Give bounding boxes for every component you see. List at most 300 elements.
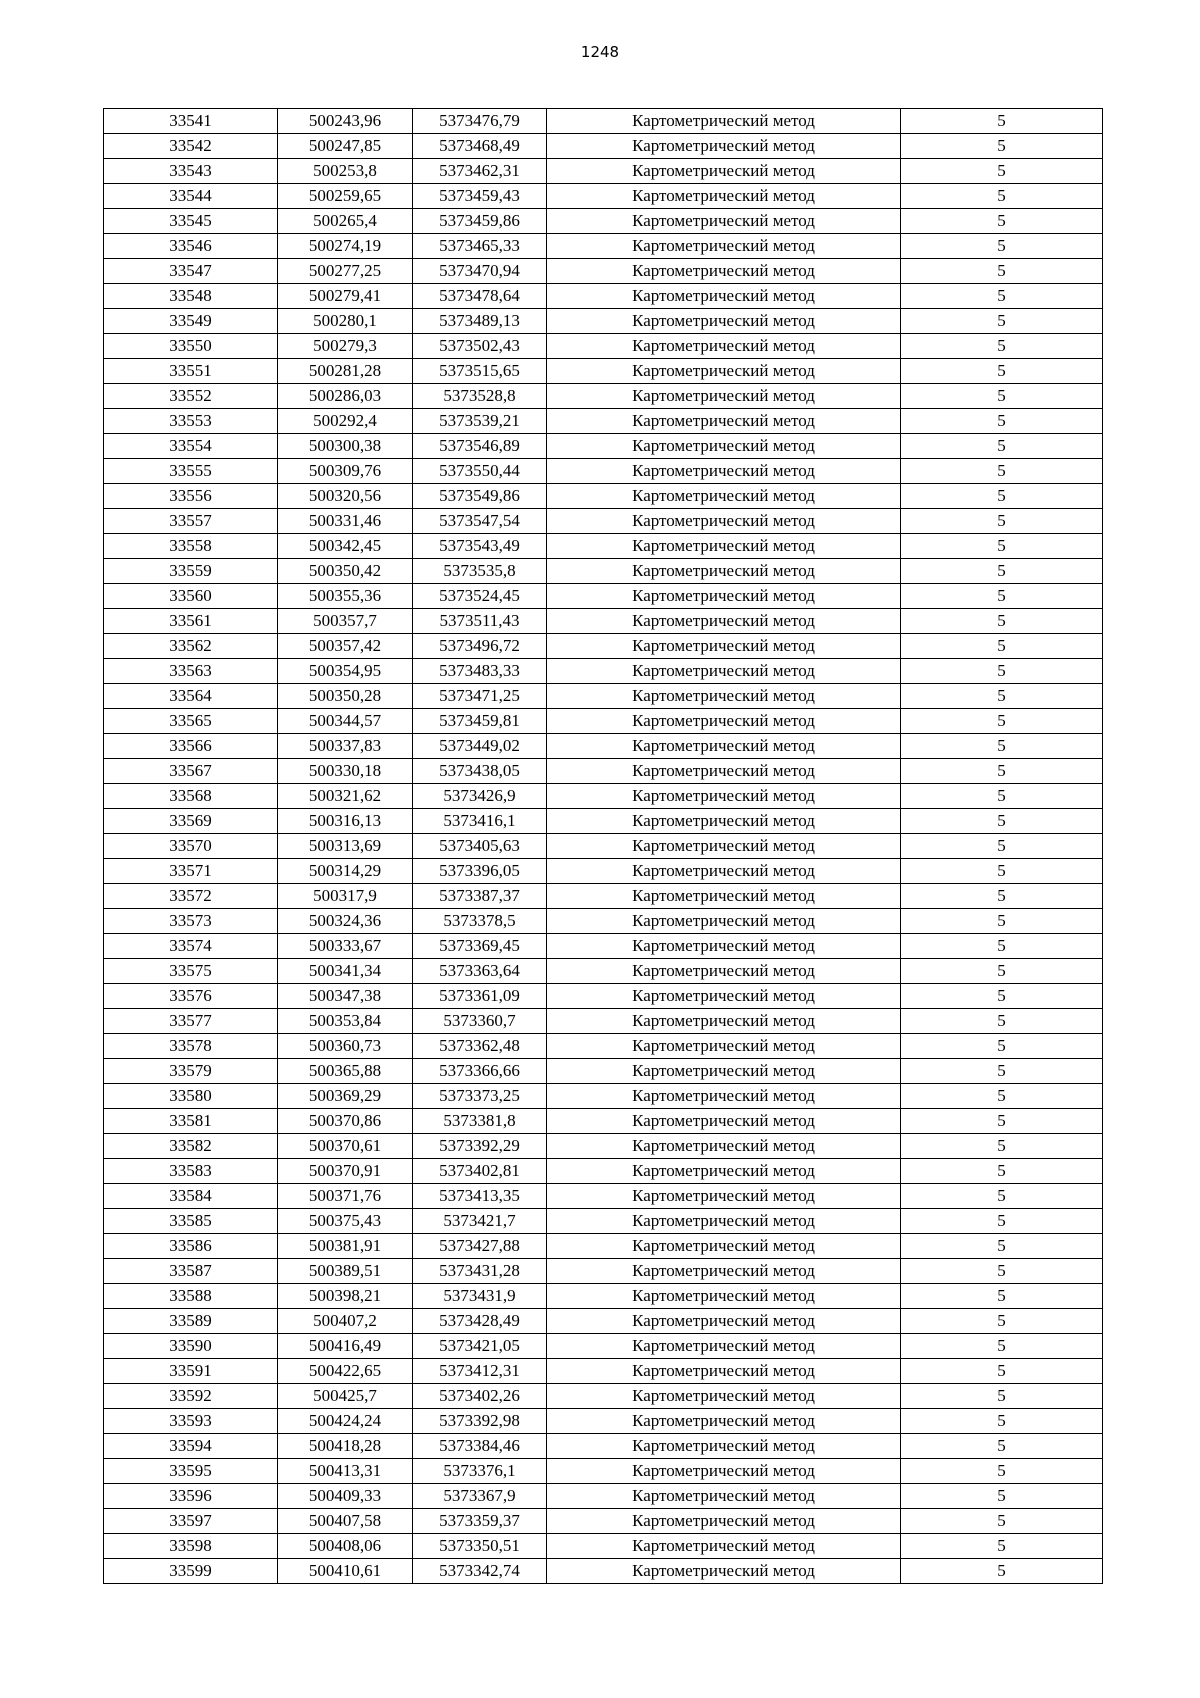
- y-coordinate-cell: 5373359,37: [413, 1509, 547, 1534]
- x-coordinate-cell: 500333,67: [278, 934, 413, 959]
- x-coordinate-cell: 500265,4: [278, 209, 413, 234]
- x-coordinate-cell: 500370,91: [278, 1159, 413, 1184]
- x-coordinate-cell: 500286,03: [278, 384, 413, 409]
- accuracy-cell: 5: [901, 1134, 1103, 1159]
- x-coordinate-cell: 500357,42: [278, 634, 413, 659]
- point-number-cell: 33560: [104, 584, 278, 609]
- point-number-cell: 33543: [104, 159, 278, 184]
- y-coordinate-cell: 5373392,98: [413, 1409, 547, 1434]
- method-cell: Картометрический метод: [547, 909, 901, 934]
- y-coordinate-cell: 5373350,51: [413, 1534, 547, 1559]
- y-coordinate-cell: 5373402,26: [413, 1384, 547, 1409]
- accuracy-cell: 5: [901, 709, 1103, 734]
- accuracy-cell: 5: [901, 1234, 1103, 1259]
- y-coordinate-cell: 5373367,9: [413, 1484, 547, 1509]
- point-number-cell: 33581: [104, 1109, 278, 1134]
- table-row: [104, 1484, 1103, 1509]
- accuracy-cell: 5: [901, 784, 1103, 809]
- method-cell: Картометрический метод: [547, 1234, 901, 1259]
- method-cell: Картометрический метод: [547, 1109, 901, 1134]
- accuracy-cell: 5: [901, 459, 1103, 484]
- x-coordinate-cell: 500320,56: [278, 484, 413, 509]
- point-number-cell: 33549: [104, 309, 278, 334]
- y-coordinate-cell: 5373427,88: [413, 1234, 547, 1259]
- accuracy-cell: 5: [901, 134, 1103, 159]
- y-coordinate-cell: 5373384,46: [413, 1434, 547, 1459]
- method-cell: Картометрический метод: [547, 1409, 901, 1434]
- table-row: [104, 459, 1103, 484]
- accuracy-cell: 5: [901, 909, 1103, 934]
- x-coordinate-cell: 500342,45: [278, 534, 413, 559]
- x-coordinate-cell: 500274,19: [278, 234, 413, 259]
- method-cell: Картометрический метод: [547, 1509, 901, 1534]
- y-coordinate-cell: 5373471,25: [413, 684, 547, 709]
- method-cell: Картометрический метод: [547, 634, 901, 659]
- coordinates-table-body: [104, 109, 1103, 1584]
- accuracy-cell: 5: [901, 534, 1103, 559]
- method-cell: Картометрический метод: [547, 884, 901, 909]
- y-coordinate-cell: 5373476,79: [413, 109, 547, 134]
- y-coordinate-cell: 5373470,94: [413, 259, 547, 284]
- table-row: [104, 1459, 1103, 1484]
- point-number-cell: 33564: [104, 684, 278, 709]
- accuracy-cell: 5: [901, 1009, 1103, 1034]
- point-number-cell: 33586: [104, 1234, 278, 1259]
- point-number-cell: 33588: [104, 1284, 278, 1309]
- accuracy-cell: 5: [901, 334, 1103, 359]
- method-cell: Картометрический метод: [547, 1209, 901, 1234]
- accuracy-cell: 5: [901, 359, 1103, 384]
- method-cell: Картометрический метод: [547, 359, 901, 384]
- accuracy-cell: 5: [901, 659, 1103, 684]
- table-row: [104, 1209, 1103, 1234]
- table-row: [104, 934, 1103, 959]
- point-number-cell: 33547: [104, 259, 278, 284]
- method-cell: Картометрический метод: [547, 409, 901, 434]
- method-cell: Картометрический метод: [547, 534, 901, 559]
- x-coordinate-cell: 500413,31: [278, 1459, 413, 1484]
- y-coordinate-cell: 5373468,49: [413, 134, 547, 159]
- point-number-cell: 33590: [104, 1334, 278, 1359]
- accuracy-cell: 5: [901, 1384, 1103, 1409]
- x-coordinate-cell: 500313,69: [278, 834, 413, 859]
- x-coordinate-cell: 500425,7: [278, 1384, 413, 1409]
- x-coordinate-cell: 500309,76: [278, 459, 413, 484]
- x-coordinate-cell: 500350,42: [278, 559, 413, 584]
- method-cell: Картометрический метод: [547, 1359, 901, 1384]
- point-number-cell: 33591: [104, 1359, 278, 1384]
- x-coordinate-cell: 500369,29: [278, 1084, 413, 1109]
- point-number-cell: 33557: [104, 509, 278, 534]
- method-cell: Картометрический метод: [547, 859, 901, 884]
- method-cell: Картометрический метод: [547, 1434, 901, 1459]
- accuracy-cell: 5: [901, 584, 1103, 609]
- y-coordinate-cell: 5373369,45: [413, 934, 547, 959]
- y-coordinate-cell: 5373381,8: [413, 1109, 547, 1134]
- method-cell: Картометрический метод: [547, 1084, 901, 1109]
- accuracy-cell: 5: [901, 559, 1103, 584]
- point-number-cell: 33554: [104, 434, 278, 459]
- accuracy-cell: 5: [901, 609, 1103, 634]
- method-cell: Картометрический метод: [547, 834, 901, 859]
- table-row: [104, 1259, 1103, 1284]
- method-cell: Картометрический метод: [547, 559, 901, 584]
- x-coordinate-cell: 500357,7: [278, 609, 413, 634]
- method-cell: Картометрический метод: [547, 1284, 901, 1309]
- accuracy-cell: 5: [901, 834, 1103, 859]
- method-cell: Картометрический метод: [547, 1309, 901, 1334]
- table-row: [104, 1284, 1103, 1309]
- accuracy-cell: 5: [901, 884, 1103, 909]
- point-number-cell: 33584: [104, 1184, 278, 1209]
- y-coordinate-cell: 5373360,7: [413, 1009, 547, 1034]
- accuracy-cell: 5: [901, 109, 1103, 134]
- point-number-cell: 33548: [104, 284, 278, 309]
- table-row: [104, 284, 1103, 309]
- table-row: [104, 209, 1103, 234]
- y-coordinate-cell: 5373405,63: [413, 834, 547, 859]
- table-row: [104, 859, 1103, 884]
- point-number-cell: 33544: [104, 184, 278, 209]
- table-row: [104, 1109, 1103, 1134]
- method-cell: Картометрический метод: [547, 1384, 901, 1409]
- point-number-cell: 33577: [104, 1009, 278, 1034]
- table-row: [104, 184, 1103, 209]
- point-number-cell: 33545: [104, 209, 278, 234]
- accuracy-cell: 5: [901, 809, 1103, 834]
- method-cell: Картометрический метод: [547, 1459, 901, 1484]
- x-coordinate-cell: 500281,28: [278, 359, 413, 384]
- x-coordinate-cell: 500416,49: [278, 1334, 413, 1359]
- accuracy-cell: 5: [901, 1459, 1103, 1484]
- accuracy-cell: 5: [901, 184, 1103, 209]
- accuracy-cell: 5: [901, 984, 1103, 1009]
- method-cell: Картометрический метод: [547, 159, 901, 184]
- method-cell: Картометрический метод: [547, 309, 901, 334]
- accuracy-cell: 5: [901, 1484, 1103, 1509]
- point-number-cell: 33574: [104, 934, 278, 959]
- point-number-cell: 33555: [104, 459, 278, 484]
- point-number-cell: 33542: [104, 134, 278, 159]
- method-cell: Картометрический метод: [547, 1134, 901, 1159]
- table-row: [104, 1534, 1103, 1559]
- x-coordinate-cell: 500279,41: [278, 284, 413, 309]
- accuracy-cell: 5: [901, 759, 1103, 784]
- table-row: [104, 234, 1103, 259]
- y-coordinate-cell: 5373483,33: [413, 659, 547, 684]
- x-coordinate-cell: 500370,86: [278, 1109, 413, 1134]
- method-cell: Картометрический метод: [547, 384, 901, 409]
- y-coordinate-cell: 5373550,44: [413, 459, 547, 484]
- point-number-cell: 33596: [104, 1484, 278, 1509]
- method-cell: Картометрический метод: [547, 1259, 901, 1284]
- point-number-cell: 33559: [104, 559, 278, 584]
- method-cell: Картометрический метод: [547, 1184, 901, 1209]
- accuracy-cell: 5: [901, 484, 1103, 509]
- point-number-cell: 33583: [104, 1159, 278, 1184]
- accuracy-cell: 5: [901, 434, 1103, 459]
- x-coordinate-cell: 500418,28: [278, 1434, 413, 1459]
- accuracy-cell: 5: [901, 209, 1103, 234]
- point-number-cell: 33595: [104, 1459, 278, 1484]
- x-coordinate-cell: 500398,21: [278, 1284, 413, 1309]
- y-coordinate-cell: 5373361,09: [413, 984, 547, 1009]
- method-cell: Картометрический метод: [547, 1059, 901, 1084]
- x-coordinate-cell: 500243,96: [278, 109, 413, 134]
- x-coordinate-cell: 500347,38: [278, 984, 413, 1009]
- x-coordinate-cell: 500407,58: [278, 1509, 413, 1534]
- x-coordinate-cell: 500370,61: [278, 1134, 413, 1159]
- table-row: [104, 484, 1103, 509]
- y-coordinate-cell: 5373489,13: [413, 309, 547, 334]
- y-coordinate-cell: 5373413,35: [413, 1184, 547, 1209]
- accuracy-cell: 5: [901, 1209, 1103, 1234]
- method-cell: Картометрический метод: [547, 659, 901, 684]
- accuracy-cell: 5: [901, 734, 1103, 759]
- point-number-cell: 33592: [104, 1384, 278, 1409]
- y-coordinate-cell: 5373546,89: [413, 434, 547, 459]
- table-row: [104, 1409, 1103, 1434]
- table-row: [104, 609, 1103, 634]
- table-row: [104, 809, 1103, 834]
- y-coordinate-cell: 5373511,43: [413, 609, 547, 634]
- point-number-cell: 33553: [104, 409, 278, 434]
- x-coordinate-cell: 500381,91: [278, 1234, 413, 1259]
- x-coordinate-cell: 500279,3: [278, 334, 413, 359]
- x-coordinate-cell: 500354,95: [278, 659, 413, 684]
- accuracy-cell: 5: [901, 1159, 1103, 1184]
- point-number-cell: 33566: [104, 734, 278, 759]
- x-coordinate-cell: 500280,1: [278, 309, 413, 334]
- accuracy-cell: 5: [901, 259, 1103, 284]
- method-cell: Картометрический метод: [547, 284, 901, 309]
- accuracy-cell: 5: [901, 1359, 1103, 1384]
- y-coordinate-cell: 5373459,81: [413, 709, 547, 734]
- method-cell: Картометрический метод: [547, 334, 901, 359]
- table-row: [104, 534, 1103, 559]
- point-number-cell: 33550: [104, 334, 278, 359]
- method-cell: Картометрический метод: [547, 1159, 901, 1184]
- x-coordinate-cell: 500371,76: [278, 1184, 413, 1209]
- accuracy-cell: 5: [901, 1509, 1103, 1534]
- point-number-cell: 33563: [104, 659, 278, 684]
- method-cell: Картометрический метод: [547, 784, 901, 809]
- accuracy-cell: 5: [901, 959, 1103, 984]
- table-row: [104, 984, 1103, 1009]
- method-cell: Картометрический метод: [547, 959, 901, 984]
- accuracy-cell: 5: [901, 634, 1103, 659]
- x-coordinate-cell: 500330,18: [278, 759, 413, 784]
- table-row: [104, 1384, 1103, 1409]
- table-row: [104, 1034, 1103, 1059]
- method-cell: Картометрический метод: [547, 1034, 901, 1059]
- y-coordinate-cell: 5373515,65: [413, 359, 547, 384]
- accuracy-cell: 5: [901, 1534, 1103, 1559]
- point-number-cell: 33599: [104, 1559, 278, 1584]
- point-number-cell: 33575: [104, 959, 278, 984]
- accuracy-cell: 5: [901, 1109, 1103, 1134]
- point-number-cell: 33580: [104, 1084, 278, 1109]
- y-coordinate-cell: 5373392,29: [413, 1134, 547, 1159]
- method-cell: Картометрический метод: [547, 1484, 901, 1509]
- x-coordinate-cell: 500360,73: [278, 1034, 413, 1059]
- method-cell: Картометрический метод: [547, 984, 901, 1009]
- accuracy-cell: 5: [901, 1309, 1103, 1334]
- y-coordinate-cell: 5373431,9: [413, 1284, 547, 1309]
- method-cell: Картометрический метод: [547, 434, 901, 459]
- y-coordinate-cell: 5373342,74: [413, 1559, 547, 1584]
- x-coordinate-cell: 500300,38: [278, 434, 413, 459]
- table-row: [104, 309, 1103, 334]
- point-number-cell: 33594: [104, 1434, 278, 1459]
- x-coordinate-cell: 500341,34: [278, 959, 413, 984]
- table-row: [104, 1009, 1103, 1034]
- method-cell: Картометрический метод: [547, 609, 901, 634]
- point-number-cell: 33558: [104, 534, 278, 559]
- method-cell: Картометрический метод: [547, 1559, 901, 1584]
- table-row: [104, 409, 1103, 434]
- x-coordinate-cell: 500277,25: [278, 259, 413, 284]
- table-row: [104, 1184, 1103, 1209]
- x-coordinate-cell: 500314,29: [278, 859, 413, 884]
- y-coordinate-cell: 5373549,86: [413, 484, 547, 509]
- accuracy-cell: 5: [901, 684, 1103, 709]
- accuracy-cell: 5: [901, 1434, 1103, 1459]
- point-number-cell: 33546: [104, 234, 278, 259]
- method-cell: Картометрический метод: [547, 484, 901, 509]
- point-number-cell: 33556: [104, 484, 278, 509]
- x-coordinate-cell: 500337,83: [278, 734, 413, 759]
- table-row: [104, 1134, 1103, 1159]
- accuracy-cell: 5: [901, 309, 1103, 334]
- point-number-cell: 33589: [104, 1309, 278, 1334]
- point-number-cell: 33567: [104, 759, 278, 784]
- y-coordinate-cell: 5373396,05: [413, 859, 547, 884]
- method-cell: Картометрический метод: [547, 134, 901, 159]
- point-number-cell: 33552: [104, 384, 278, 409]
- point-number-cell: 33582: [104, 1134, 278, 1159]
- x-coordinate-cell: 500316,13: [278, 809, 413, 834]
- x-coordinate-cell: 500407,2: [278, 1309, 413, 1334]
- page-number: 1248: [580, 43, 620, 61]
- point-number-cell: 33571: [104, 859, 278, 884]
- accuracy-cell: 5: [901, 934, 1103, 959]
- y-coordinate-cell: 5373378,5: [413, 909, 547, 934]
- point-number-cell: 33565: [104, 709, 278, 734]
- table-row: [104, 659, 1103, 684]
- accuracy-cell: 5: [901, 1034, 1103, 1059]
- accuracy-cell: 5: [901, 234, 1103, 259]
- point-number-cell: 33585: [104, 1209, 278, 1234]
- x-coordinate-cell: 500422,65: [278, 1359, 413, 1384]
- y-coordinate-cell: 5373387,37: [413, 884, 547, 909]
- y-coordinate-cell: 5373416,1: [413, 809, 547, 834]
- x-coordinate-cell: 500375,43: [278, 1209, 413, 1234]
- point-number-cell: 33562: [104, 634, 278, 659]
- point-number-cell: 33587: [104, 1259, 278, 1284]
- x-coordinate-cell: 500409,33: [278, 1484, 413, 1509]
- table-row: [104, 1334, 1103, 1359]
- method-cell: Картометрический метод: [547, 1009, 901, 1034]
- y-coordinate-cell: 5373535,8: [413, 559, 547, 584]
- point-number-cell: 33598: [104, 1534, 278, 1559]
- x-coordinate-cell: 500317,9: [278, 884, 413, 909]
- point-number-cell: 33579: [104, 1059, 278, 1084]
- method-cell: Картометрический метод: [547, 709, 901, 734]
- point-number-cell: 33593: [104, 1409, 278, 1434]
- table-row: [104, 134, 1103, 159]
- x-coordinate-cell: 500355,36: [278, 584, 413, 609]
- x-coordinate-cell: 500424,24: [278, 1409, 413, 1434]
- accuracy-cell: 5: [901, 1184, 1103, 1209]
- y-coordinate-cell: 5373428,49: [413, 1309, 547, 1334]
- table-row: [104, 584, 1103, 609]
- method-cell: Картометрический метод: [547, 734, 901, 759]
- table-row: [104, 759, 1103, 784]
- x-coordinate-cell: 500353,84: [278, 1009, 413, 1034]
- table-row: [104, 1084, 1103, 1109]
- table-row: [104, 909, 1103, 934]
- point-number-cell: 33568: [104, 784, 278, 809]
- x-coordinate-cell: 500365,88: [278, 1059, 413, 1084]
- table-row: [104, 634, 1103, 659]
- point-number-cell: 33561: [104, 609, 278, 634]
- x-coordinate-cell: 500292,4: [278, 409, 413, 434]
- accuracy-cell: 5: [901, 1559, 1103, 1584]
- table-row: [104, 784, 1103, 809]
- table-row: [104, 1159, 1103, 1184]
- method-cell: Картометрический метод: [547, 209, 901, 234]
- table-row: [104, 1059, 1103, 1084]
- x-coordinate-cell: 500344,57: [278, 709, 413, 734]
- accuracy-cell: 5: [901, 1059, 1103, 1084]
- y-coordinate-cell: 5373438,05: [413, 759, 547, 784]
- y-coordinate-cell: 5373363,64: [413, 959, 547, 984]
- table-row: [104, 159, 1103, 184]
- method-cell: Картометрический метод: [547, 509, 901, 534]
- method-cell: Картометрический метод: [547, 234, 901, 259]
- y-coordinate-cell: 5373496,72: [413, 634, 547, 659]
- y-coordinate-cell: 5373528,8: [413, 384, 547, 409]
- point-number-cell: 33541: [104, 109, 278, 134]
- y-coordinate-cell: 5373426,9: [413, 784, 547, 809]
- x-coordinate-cell: 500410,61: [278, 1559, 413, 1584]
- method-cell: Картометрический метод: [547, 184, 901, 209]
- table-row: [104, 109, 1103, 134]
- method-cell: Картометрический метод: [547, 1534, 901, 1559]
- x-coordinate-cell: 500350,28: [278, 684, 413, 709]
- x-coordinate-cell: 500324,36: [278, 909, 413, 934]
- table-row: [104, 1509, 1103, 1534]
- y-coordinate-cell: 5373502,43: [413, 334, 547, 359]
- table-row: [104, 684, 1103, 709]
- x-coordinate-cell: 500331,46: [278, 509, 413, 534]
- y-coordinate-cell: 5373376,1: [413, 1459, 547, 1484]
- method-cell: Картометрический метод: [547, 109, 901, 134]
- table-row: [104, 1234, 1103, 1259]
- y-coordinate-cell: 5373449,02: [413, 734, 547, 759]
- x-coordinate-cell: 500389,51: [278, 1259, 413, 1284]
- y-coordinate-cell: 5373373,25: [413, 1084, 547, 1109]
- table-row: [104, 1559, 1103, 1584]
- coordinates-table: [103, 108, 1103, 1584]
- table-row: [104, 1309, 1103, 1334]
- y-coordinate-cell: 5373421,05: [413, 1334, 547, 1359]
- y-coordinate-cell: 5373547,54: [413, 509, 547, 534]
- table-row: [104, 734, 1103, 759]
- method-cell: Картометрический метод: [547, 584, 901, 609]
- x-coordinate-cell: 500247,85: [278, 134, 413, 159]
